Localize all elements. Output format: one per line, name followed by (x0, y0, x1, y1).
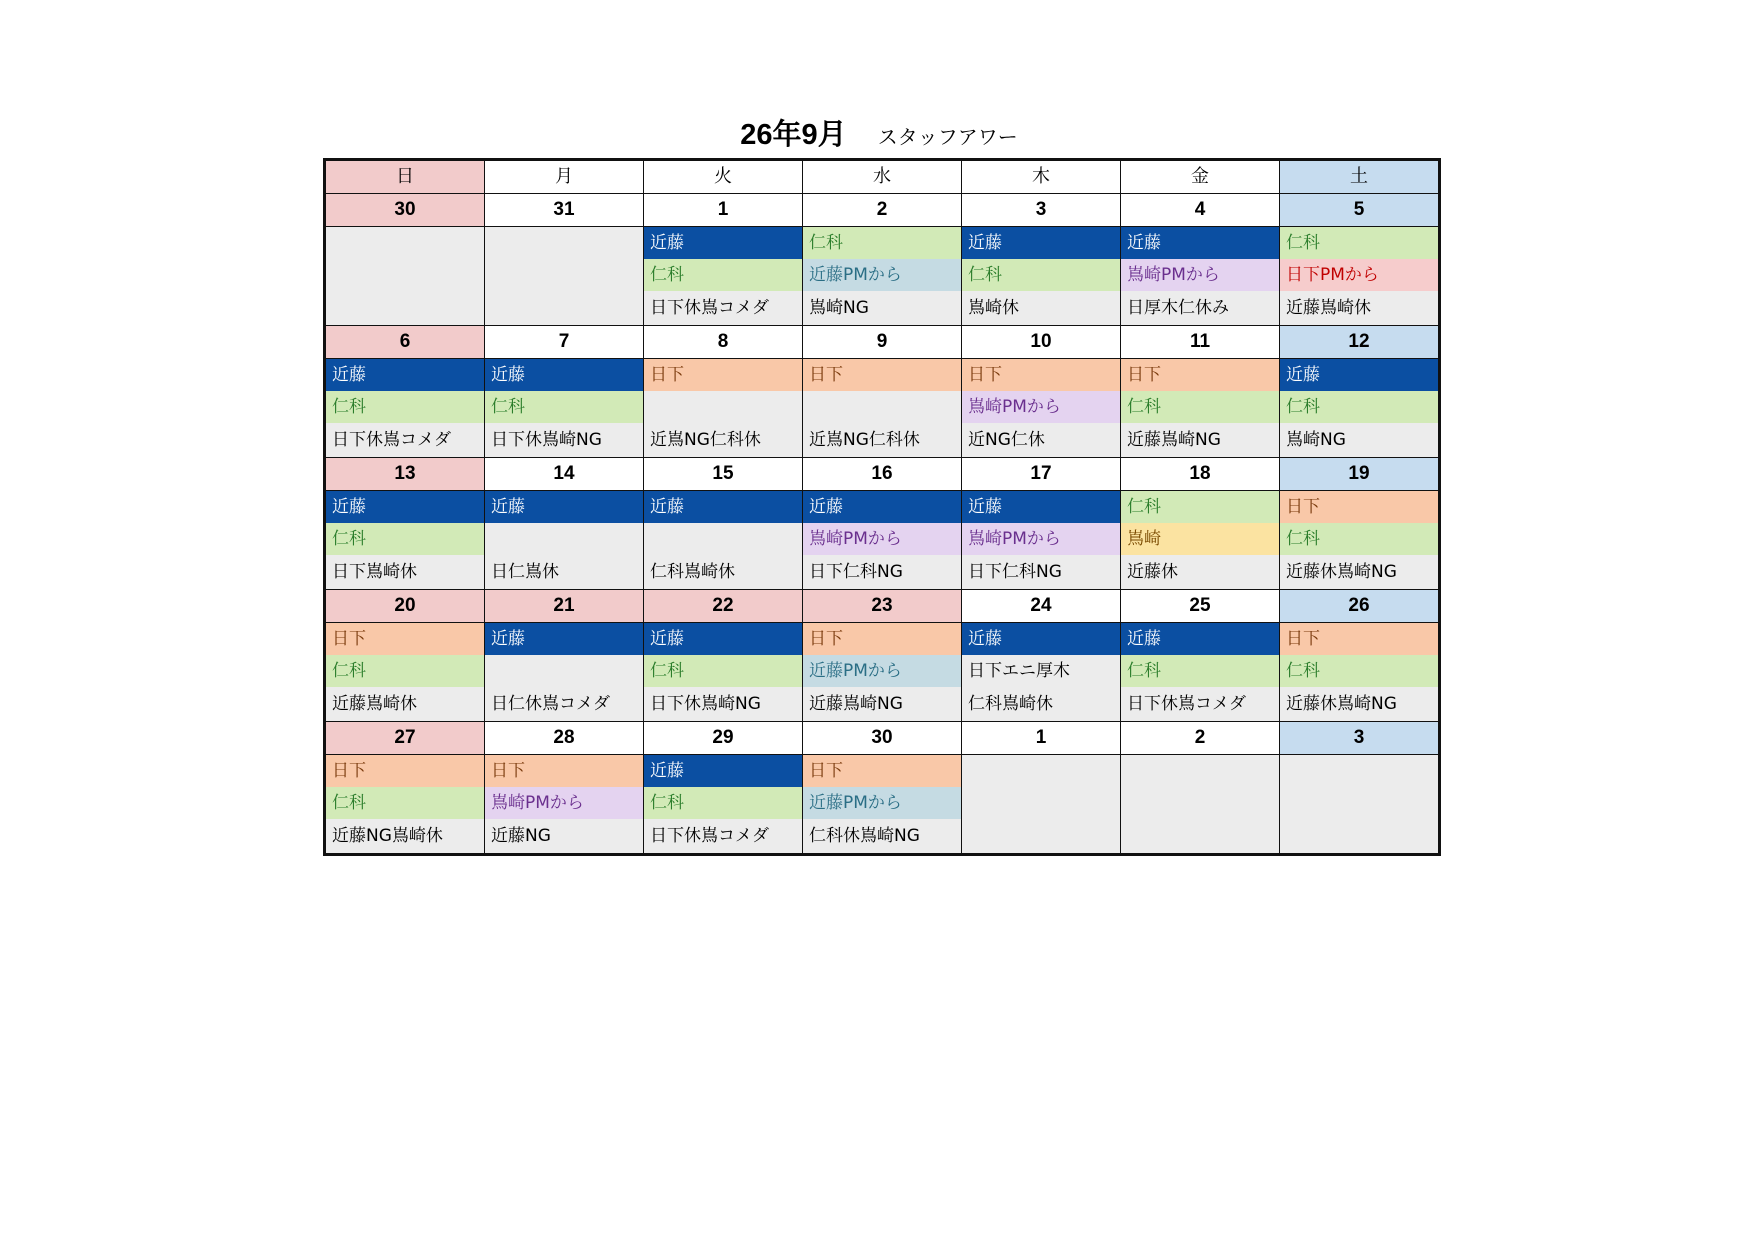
shift-entry: 近藤PMから (803, 655, 961, 687)
shift-entry: 日下仁科NG (803, 555, 961, 589)
shift-entry: 近藤嶌崎NG (803, 687, 961, 721)
shift-entry: 近藤 (485, 623, 643, 655)
day-cell[interactable] (803, 755, 961, 853)
weekday-header: 金 (1121, 161, 1279, 193)
shift-entry: 仁科休嶌崎NG (803, 819, 961, 853)
shift-entry: 仁科 (326, 655, 484, 687)
shift-entry: 近嶌NG仁科休 (803, 423, 961, 457)
shift-entry: 日下 (1121, 359, 1279, 391)
day-number: 13 (326, 458, 484, 490)
day-number: 15 (644, 458, 802, 490)
shift-entry: 日仁休嶌コメダ (485, 687, 643, 721)
weekday-header: 土 (1280, 161, 1438, 193)
shift-entry: 仁科 (1280, 391, 1438, 423)
shift-entry: 日下休嶌崎NG (644, 687, 802, 721)
day-cell[interactable] (485, 227, 643, 325)
day-number: 6 (326, 326, 484, 358)
calendar-title (323, 112, 1435, 156)
shift-entry: 日下 (1280, 491, 1438, 523)
shift-entry (1121, 787, 1279, 819)
shift-entry: 近藤 (644, 227, 802, 259)
day-cell[interactable] (1121, 491, 1279, 589)
shift-entry: 近藤 (1280, 359, 1438, 391)
day-cell[interactable] (644, 359, 802, 457)
day-cell[interactable] (1280, 491, 1438, 589)
shift-entry (962, 787, 1120, 819)
shift-entry: 近藤休嶌崎NG (1280, 687, 1438, 721)
shift-entry: 日下仁科NG (962, 555, 1120, 589)
weekday-header: 月 (485, 161, 643, 193)
weekday-header: 木 (962, 161, 1120, 193)
day-number: 20 (326, 590, 484, 622)
day-number: 30 (326, 194, 484, 226)
day-cell[interactable] (803, 623, 961, 721)
day-number: 29 (644, 722, 802, 754)
shift-entry: 嶌崎PMから (485, 787, 643, 819)
weekday-header: 日 (326, 161, 484, 193)
shift-entry: 日下 (1280, 623, 1438, 655)
day-cell[interactable] (485, 755, 643, 853)
shift-entry: 日下 (326, 623, 484, 655)
day-number: 31 (485, 194, 643, 226)
shift-entry: 近藤NG嶌崎休 (326, 819, 484, 853)
day-cell[interactable] (962, 227, 1120, 325)
day-cell[interactable] (644, 227, 802, 325)
shift-entry: 近藤 (485, 491, 643, 523)
shift-entry: 近藤嶌崎休 (1280, 291, 1438, 325)
day-number: 21 (485, 590, 643, 622)
shift-entry (485, 655, 643, 687)
day-number: 18 (1121, 458, 1279, 490)
day-number: 25 (1121, 590, 1279, 622)
shift-entry: 日下休嶌コメダ (1121, 687, 1279, 721)
day-cell[interactable] (485, 623, 643, 721)
shift-entry (803, 391, 961, 423)
shift-entry: 近藤 (962, 623, 1120, 655)
shift-entry: 近藤 (485, 359, 643, 391)
day-number: 11 (1121, 326, 1279, 358)
shift-entry: 仁科 (1121, 491, 1279, 523)
shift-entry: 日下休嶌崎NG (485, 423, 643, 457)
shift-entry (1280, 755, 1438, 787)
day-number: 5 (1280, 194, 1438, 226)
shift-entry: 仁科 (1121, 391, 1279, 423)
shift-entry: 近藤嶌崎休 (326, 687, 484, 721)
day-number: 1 (644, 194, 802, 226)
shift-entry: 仁科嶌崎休 (644, 555, 802, 589)
shift-entry: 日仁嶌休 (485, 555, 643, 589)
shift-entry (644, 391, 802, 423)
shift-entry: 日下PMから (1280, 259, 1438, 291)
day-cell[interactable] (1121, 755, 1279, 853)
shift-entry: 嶌崎PMから (962, 391, 1120, 423)
shift-entry: 近藤 (803, 491, 961, 523)
shift-entry: 日下 (485, 755, 643, 787)
shift-entry (962, 819, 1120, 853)
shift-entry: 近藤休嶌崎NG (1280, 555, 1438, 589)
shift-entry: 仁科 (485, 391, 643, 423)
weekday-header: 水 (803, 161, 961, 193)
shift-entry: 日厚木仁休み (1121, 291, 1279, 325)
shift-entry: 嶌崎休 (962, 291, 1120, 325)
day-number: 23 (803, 590, 961, 622)
shift-entry: 近藤PMから (803, 787, 961, 819)
day-cell[interactable] (962, 623, 1120, 721)
shift-entry: 日下エニ厚木 (962, 655, 1120, 687)
day-number: 19 (1280, 458, 1438, 490)
day-number: 30 (803, 722, 961, 754)
day-cell[interactable] (803, 227, 961, 325)
day-number: 2 (803, 194, 961, 226)
shift-entry: 近藤 (326, 491, 484, 523)
day-cell[interactable] (1280, 623, 1438, 721)
shift-entry (1280, 819, 1438, 853)
day-cell[interactable] (1121, 227, 1279, 325)
shift-entry: 仁科 (962, 259, 1120, 291)
shift-entry (326, 227, 484, 259)
shift-entry: 近藤 (644, 755, 802, 787)
shift-entry: 近藤 (962, 227, 1120, 259)
day-cell[interactable] (803, 491, 961, 589)
day-cell[interactable] (962, 755, 1120, 853)
day-cell[interactable] (1280, 227, 1438, 325)
shift-entry (485, 523, 643, 555)
shift-entry: 嶌崎PMから (803, 523, 961, 555)
calendar-grid (323, 158, 1441, 856)
shift-entry: 嶌崎PMから (1121, 259, 1279, 291)
shift-entry: 近藤 (326, 359, 484, 391)
day-number: 17 (962, 458, 1120, 490)
shift-entry: 仁科 (1280, 227, 1438, 259)
shift-entry: 近藤 (1121, 623, 1279, 655)
day-cell[interactable] (326, 359, 484, 457)
day-number: 3 (962, 194, 1120, 226)
day-cell[interactable] (644, 491, 802, 589)
shift-entry: 日下休嶌コメダ (644, 291, 802, 325)
day-number: 16 (803, 458, 961, 490)
shift-entry (326, 259, 484, 291)
day-number: 2 (1121, 722, 1279, 754)
shift-entry (644, 523, 802, 555)
day-number: 9 (803, 326, 961, 358)
shift-entry: 近藤PMから (803, 259, 961, 291)
day-number: 1 (962, 722, 1120, 754)
shift-entry (1121, 755, 1279, 787)
day-cell[interactable] (962, 491, 1120, 589)
shift-entry: 嶌崎 (1121, 523, 1279, 555)
day-cell[interactable] (326, 227, 484, 325)
day-cell[interactable] (485, 359, 643, 457)
shift-entry: 仁科 (1280, 523, 1438, 555)
shift-entry: 仁科 (644, 787, 802, 819)
shift-entry: 嶌崎NG (1280, 423, 1438, 457)
shift-entry: 日下休嶌コメダ (644, 819, 802, 853)
day-number: 12 (1280, 326, 1438, 358)
shift-entry: 日下 (326, 755, 484, 787)
shift-entry: 近NG仁休 (962, 423, 1120, 457)
shift-entry: 近藤 (644, 623, 802, 655)
shift-entry: 近藤嶌崎NG (1121, 423, 1279, 457)
day-cell[interactable] (1121, 623, 1279, 721)
day-number: 8 (644, 326, 802, 358)
shift-entry: 近藤休 (1121, 555, 1279, 589)
shift-entry: 仁科 (326, 523, 484, 555)
day-cell[interactable] (644, 755, 802, 853)
day-number: 28 (485, 722, 643, 754)
shift-entry (485, 227, 643, 259)
shift-entry: 仁科 (803, 227, 961, 259)
shift-entry: 近藤NG (485, 819, 643, 853)
shift-entry: 日下 (644, 359, 802, 391)
day-cell[interactable] (326, 755, 484, 853)
shift-entry: 仁科 (644, 655, 802, 687)
day-cell[interactable] (962, 359, 1120, 457)
shift-entry: 日下嶌崎休 (326, 555, 484, 589)
day-cell[interactable] (326, 623, 484, 721)
shift-entry: 仁科 (1280, 655, 1438, 687)
shift-entry: 仁科嶌崎休 (962, 687, 1120, 721)
day-cell[interactable] (644, 623, 802, 721)
shift-entry: 日下 (803, 623, 961, 655)
day-number: 10 (962, 326, 1120, 358)
day-cell[interactable] (1280, 755, 1438, 853)
day-number: 3 (1280, 722, 1438, 754)
day-cell[interactable] (1280, 359, 1438, 457)
day-number: 14 (485, 458, 643, 490)
title-subtitle: スタッフアワー (877, 125, 1018, 149)
shift-entry: 仁科 (326, 391, 484, 423)
shift-entry (326, 291, 484, 325)
shift-entry: 嶌崎PMから (962, 523, 1120, 555)
shift-entry (1121, 819, 1279, 853)
day-cell[interactable] (1121, 359, 1279, 457)
shift-entry: 近藤 (1121, 227, 1279, 259)
shift-entry: 嶌崎NG (803, 291, 961, 325)
day-number: 7 (485, 326, 643, 358)
shift-entry (962, 755, 1120, 787)
day-number: 4 (1121, 194, 1279, 226)
day-cell[interactable] (326, 491, 484, 589)
day-number: 22 (644, 590, 802, 622)
day-number: 26 (1280, 590, 1438, 622)
shift-entry: 近藤 (962, 491, 1120, 523)
day-number: 27 (326, 722, 484, 754)
shift-entry: 近藤 (644, 491, 802, 523)
day-cell[interactable] (485, 491, 643, 589)
shift-entry (485, 259, 643, 291)
shift-entry: 仁科 (1121, 655, 1279, 687)
day-number: 24 (962, 590, 1120, 622)
shift-entry (485, 291, 643, 325)
shift-entry: 日下 (803, 359, 961, 391)
title-month: 26年9月 (740, 119, 847, 151)
shift-entry: 日下休嶌コメダ (326, 423, 484, 457)
shift-entry (1280, 787, 1438, 819)
shift-entry: 日下 (803, 755, 961, 787)
weekday-header: 火 (644, 161, 802, 193)
shift-entry: 日下 (962, 359, 1120, 391)
shift-entry: 近嶌NG仁科休 (644, 423, 802, 457)
shift-entry: 仁科 (326, 787, 484, 819)
shift-entry: 仁科 (644, 259, 802, 291)
day-cell[interactable] (803, 359, 961, 457)
